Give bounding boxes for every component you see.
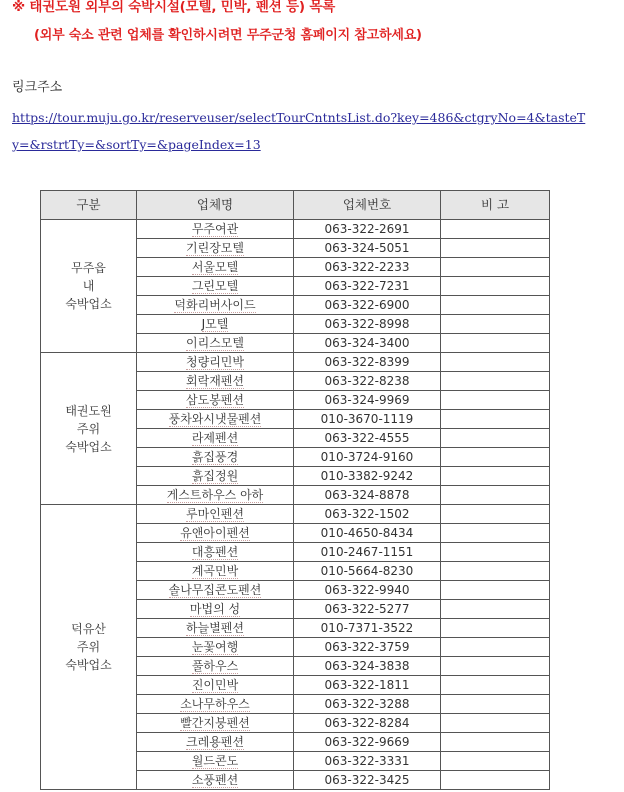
- phone-cell: 010-5664-8230: [294, 562, 441, 581]
- phone-cell: 010-2467-1151: [294, 543, 441, 562]
- phone-cell: 010-3724-9160: [294, 448, 441, 467]
- business-name: 서울모텔: [191, 260, 239, 274]
- phone-cell: 063-322-8238: [294, 372, 441, 391]
- business-name-cell: [137, 410, 294, 429]
- note-cell: [441, 277, 550, 296]
- phone-cell: 010-3382-9242: [294, 467, 441, 486]
- business-name-cell: [137, 258, 294, 277]
- table-row: [41, 353, 550, 372]
- phone-cell: 010-3670-1119: [294, 410, 441, 429]
- business-name-cell: [137, 372, 294, 391]
- note-cell: [441, 771, 550, 790]
- table-body: [41, 220, 550, 790]
- phone-cell: 063-322-7231: [294, 277, 441, 296]
- phone-cell: 063-322-8284: [294, 714, 441, 733]
- phone-cell: 063-322-2691: [294, 220, 441, 239]
- business-name-cell: [137, 334, 294, 353]
- page-title: ※ 태권도원 외부의 숙박시설(모텔, 민박, 펜션 등) 목록: [12, 0, 336, 15]
- business-name: J모텔: [201, 317, 229, 331]
- business-name-cell: [137, 619, 294, 638]
- business-name-cell: [137, 657, 294, 676]
- business-name-cell: [137, 733, 294, 752]
- region-label-line: 주위: [76, 421, 101, 436]
- header-category: 구분: [41, 191, 137, 220]
- business-name-cell: [137, 600, 294, 619]
- phone-cell: 063-322-5277: [294, 600, 441, 619]
- table-row: [41, 220, 550, 239]
- region-label-line: 무주읍: [71, 261, 106, 275]
- business-name-cell: [137, 353, 294, 372]
- region-label-line: 숙박업소: [65, 658, 112, 672]
- business-name: 청량리민박: [186, 355, 244, 369]
- phone-cell: 063-322-3331: [294, 752, 441, 771]
- business-name: 루마인펜션: [186, 507, 244, 521]
- note-cell: [441, 676, 550, 695]
- note-cell: [441, 258, 550, 277]
- phone-cell: 063-322-6900: [294, 296, 441, 315]
- note-cell: [441, 543, 550, 562]
- business-name-cell: [137, 676, 294, 695]
- business-name: 기린장모텔: [186, 241, 244, 255]
- note-cell: [441, 372, 550, 391]
- business-name: 솔나무집콘도펜션: [168, 583, 262, 597]
- phone-cell: 063-324-3838: [294, 657, 441, 676]
- phone-cell: 063-324-9969: [294, 391, 441, 410]
- business-name-cell: [137, 695, 294, 714]
- business-name: 눈꽃여행: [191, 640, 239, 654]
- lodging-table: [40, 190, 550, 790]
- phone-cell: 063-322-8998: [294, 315, 441, 334]
- note-cell: [441, 410, 550, 429]
- phone-cell: 063-322-9669: [294, 733, 441, 752]
- note-cell: [441, 733, 550, 752]
- phone-cell: 063-322-9940: [294, 581, 441, 600]
- note-cell: [441, 638, 550, 657]
- business-name-cell: [137, 486, 294, 505]
- phone-cell: 063-324-5051: [294, 239, 441, 258]
- note-cell: [441, 695, 550, 714]
- business-name-cell: [137, 505, 294, 524]
- business-name: 회락재펜션: [186, 374, 244, 388]
- note-cell: [441, 600, 550, 619]
- note-cell: [441, 562, 550, 581]
- business-name-cell: [137, 714, 294, 733]
- note-cell: [441, 239, 550, 258]
- phone-cell: 063-322-3759: [294, 638, 441, 657]
- business-name-cell: [137, 391, 294, 410]
- link-label: 링크주소: [12, 80, 63, 95]
- note-cell: [441, 467, 550, 486]
- business-name: 대흥펜션: [191, 545, 239, 559]
- note-cell: [441, 220, 550, 239]
- phone-cell: 063-324-3400: [294, 334, 441, 353]
- phone-cell: 010-4650-8434: [294, 524, 441, 543]
- business-name: 그린모텔: [191, 279, 239, 293]
- phone-cell: 063-322-3425: [294, 771, 441, 790]
- business-name-cell: [137, 562, 294, 581]
- region-label-line: 숙박업소: [65, 439, 112, 454]
- page-subtitle: (외부 숙소 관련 업체를 확인하시려면 무주군청 홈페이지 참고하세요): [34, 28, 422, 43]
- header-phone: 업체번호: [294, 191, 441, 220]
- region-label-line: 덕유산: [71, 622, 106, 636]
- business-name: 라제펜션: [191, 431, 239, 445]
- table-header-row: [41, 191, 550, 220]
- business-name: 게스트하우스 아하: [166, 488, 264, 502]
- phone-cell: 063-322-4555: [294, 429, 441, 448]
- business-name-cell: [137, 448, 294, 467]
- region-cell: [41, 353, 137, 505]
- business-name: 덕화리버사이드: [174, 298, 256, 312]
- business-name-cell: [137, 239, 294, 258]
- business-name: 흙집풍경: [191, 450, 239, 464]
- phone-cell: 063-322-1502: [294, 505, 441, 524]
- business-name-cell: [137, 315, 294, 334]
- region-cell: [41, 220, 137, 353]
- note-cell: [441, 752, 550, 771]
- business-name: 진이민박: [191, 678, 239, 692]
- region-label-line: 내: [82, 279, 95, 293]
- business-name-cell: [137, 638, 294, 657]
- business-name: 소나무하우스: [180, 697, 250, 711]
- business-name: 크레용펜션: [186, 735, 244, 749]
- tour-link[interactable]: https://tour.muju.go.kr/reserveuser/selectTourCntntsList.do?key=486&ctgryNo=4&tasteTy=&rstrtTy=&sortTy=&pageIndex=13: [12, 110, 586, 152]
- business-name: 유앤아이펜션: [180, 526, 250, 540]
- business-name: 소풍펜션: [191, 773, 239, 787]
- business-name-cell: [137, 581, 294, 600]
- business-name: 빨간지붕펜션: [180, 716, 250, 730]
- note-cell: [441, 524, 550, 543]
- phone-cell: 063-322-8399: [294, 353, 441, 372]
- region-label-line: 숙박업소: [65, 297, 112, 311]
- business-name-cell: [137, 220, 294, 239]
- region-label-line: 태권도원: [65, 403, 112, 418]
- header-note: 비 고: [441, 191, 550, 220]
- table-row: [41, 505, 550, 524]
- note-cell: [441, 334, 550, 353]
- business-name: 무주여관: [191, 222, 239, 236]
- phone-cell: 063-322-1811: [294, 676, 441, 695]
- business-name-cell: [137, 524, 294, 543]
- note-cell: [441, 619, 550, 638]
- note-cell: [441, 315, 550, 334]
- note-cell: [441, 714, 550, 733]
- phone-cell: 063-322-3288: [294, 695, 441, 714]
- business-name: 풀하우스: [191, 659, 239, 673]
- phone-cell: 010-7371-3522: [294, 619, 441, 638]
- note-cell: [441, 581, 550, 600]
- note-cell: [441, 353, 550, 372]
- business-name-cell: [137, 296, 294, 315]
- header-business-name: 업체명: [137, 191, 294, 220]
- note-cell: [441, 391, 550, 410]
- business-name-cell: [137, 752, 294, 771]
- business-name: 계곡민박: [191, 564, 239, 578]
- note-cell: [441, 486, 550, 505]
- region-cell: [41, 505, 137, 790]
- business-name-cell: [137, 467, 294, 486]
- region-label-line: 주위: [76, 640, 101, 654]
- business-name: 월드콘도: [191, 754, 239, 768]
- note-cell: [441, 429, 550, 448]
- business-name-cell: [137, 277, 294, 296]
- note-cell: [441, 448, 550, 467]
- business-name-cell: [137, 543, 294, 562]
- business-name: 풍차와시냇물펜션: [168, 412, 262, 426]
- business-name: 삼도봉펜션: [186, 393, 244, 407]
- business-name: 마법의 성: [189, 602, 241, 616]
- phone-cell: 063-324-8878: [294, 486, 441, 505]
- business-name-cell: [137, 771, 294, 790]
- business-name: 하늘별펜션: [186, 621, 244, 635]
- business-name: 흙집정원: [191, 469, 239, 483]
- business-name: 이리스모텔: [186, 336, 244, 350]
- note-cell: [441, 505, 550, 524]
- note-cell: [441, 657, 550, 676]
- phone-cell: 063-322-2233: [294, 258, 441, 277]
- business-name-cell: [137, 429, 294, 448]
- note-cell: [441, 296, 550, 315]
